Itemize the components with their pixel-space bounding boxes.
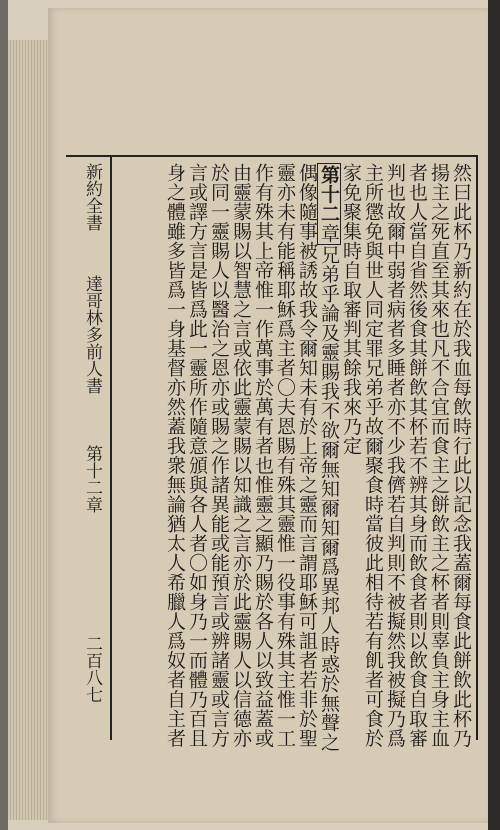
chapter-heading — [317, 163, 341, 245]
chapter-label: 第十二章 — [82, 445, 102, 513]
top-rule — [66, 155, 478, 157]
right-rule — [476, 155, 478, 740]
chapter-heading-number: 第十二 — [318, 165, 340, 224]
text-column-9: 靈亦未有能稱耶穌爲主者〇夫恩賜有殊其靈惟一役事有殊其主惟一工 — [274, 163, 296, 748]
margin-rule — [110, 155, 112, 740]
chapter-heading-label: 章 — [318, 223, 340, 243]
text-column-8: 偶像隨事被誘故我令爾知未有於上帝之靈而言謂耶穌可詛者若非於聖 — [296, 163, 318, 748]
text-column-6: 家免聚集時自取審判其餘我來乃定 — [340, 163, 362, 456]
text-frame — [66, 155, 478, 752]
book-title: 新約全書 — [82, 163, 102, 231]
page-edges — [8, 40, 49, 820]
text-column-12: 於同一靈賜人以醫治之恩亦或賜之作諸異能或能預言或辨諸靈或言方 — [208, 163, 230, 748]
text-column-2: 揚主之死直至其來也凡不合宜而食主之餅飲主之杯者則辜負主身主血 — [428, 163, 450, 748]
text-column-4: 判也故爾中弱者病者多睡者亦不少我儕若自判則不被擬然我被擬乃爲 — [384, 163, 406, 748]
text-column-13: 言或譯方言是皆爲此一靈所作隨意頒與各人者〇如身乃一而體乃百且 — [186, 163, 208, 748]
text-column-7-body: 兄弟乎論及靈賜我不欲爾無知爾知爾爲異邦人時惑於無聲之 — [318, 245, 340, 752]
text-column-1: 然曰此杯乃新約在於我血每飲時行此以記念我蓋爾每食此餅飲此杯乃 — [450, 163, 472, 748]
text-column-3: 者也人當自省然後食其餅飲其杯若不辨其身而飲食者則以飲食自取審 — [406, 163, 428, 748]
page-number: 二百八七 — [82, 635, 102, 703]
text-column-10: 作有殊其上帝惟一作萬事於萬有者也惟靈之顯乃賜於各人以致益蓋或 — [252, 163, 274, 748]
text-column-7 — [318, 163, 340, 752]
text-column-5: 主所懲免與世人同定罪兄弟乎故爾聚食時當彼此相待若有飢者可食於 — [362, 163, 384, 748]
facing-page-edge — [488, 0, 500, 830]
text-column-14: 身之體雖多皆爲一身基督亦然蓋我衆無論猶太人希臘人爲奴者自主者 — [164, 163, 186, 748]
book-section: 達哥林多前人書 — [82, 275, 102, 394]
text-column-11: 由靈蒙賜以智慧之言或依此靈蒙賜以知識之言亦於此靈賜人以信德亦 — [230, 163, 252, 748]
